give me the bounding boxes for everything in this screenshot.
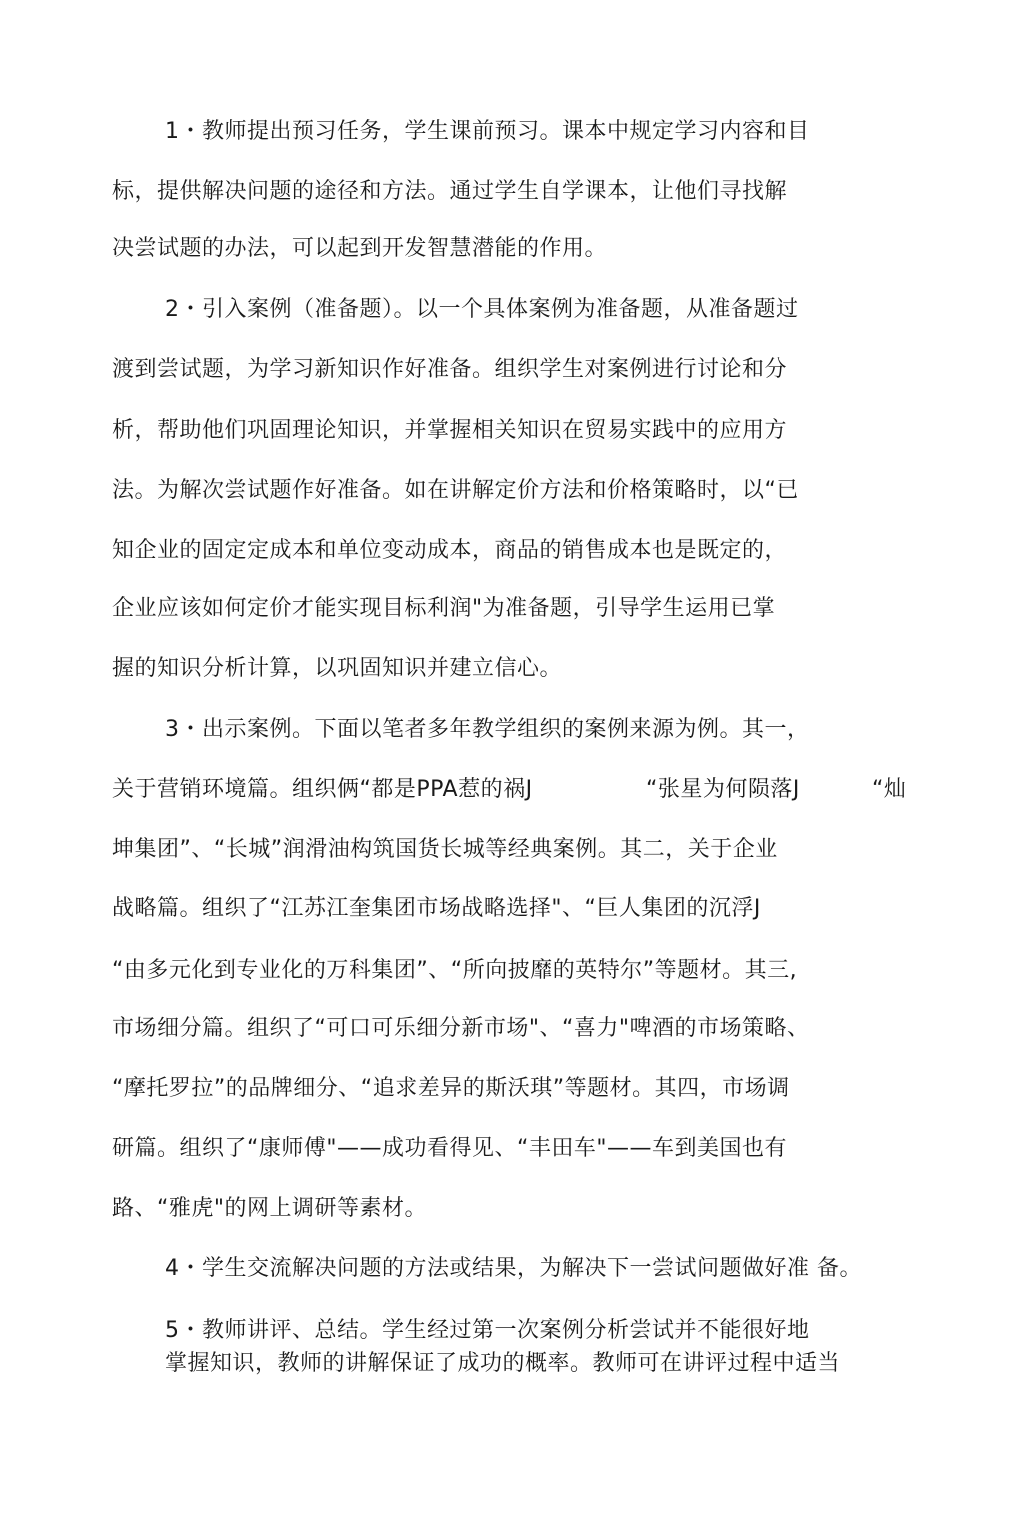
paragraph-1-line-1: 1・教师提出预习任务，学生课前预习。课本中规定学习内容和目 [165,119,810,144]
paragraph-3-line-1: 3・出示案例。下面以笔者多年教学组织的案例来源为例。其一， [165,717,810,742]
paragraph-2-line-3: 析，帮助他们巩固理论知识，并掌握相关知识在贸易实践中的应用方 [112,418,788,443]
paragraph-5-line-1: 5・教师讲评、总结。学生经过第一次案例分析尝试并不能很好地 [165,1318,810,1343]
paragraph-3-line-2b: “张星为何陨落J [646,777,800,802]
paragraph-3-line-2a: 关于营销环境篇。组织俩“都是PPA惹的祸J [112,777,533,802]
paragraph-5-line-2: 掌握知识，教师的讲解保证了成功的概率。教师可在讲评过程中适当 [165,1351,841,1376]
paragraph-3-line-6: 市场细分篇。组织了“可口可乐细分新市场"、“喜力"啤酒的市场策略、 [112,1016,810,1041]
paragraph-2-line-4: 法。为解次尝试题作好准备。如在讲解定价方法和价格策略时，以“已 [112,478,799,503]
paragraph-3-line-2c: “灿 [872,777,907,802]
paragraph-2-line-2: 渡到尝试题，为学习新知识作好准备。组织学生对案例进行讨论和分 [112,357,788,382]
paragraph-1-line-3: 决尝试题的办法，可以起到开发智慧潜能的作用。 [112,236,608,261]
paragraph-1-line-2: 标，提供解决问题的途径和方法。通过学生自学课本，让他们寻找解 [112,179,788,204]
paragraph-3-line-4: 战略篇。组织了“江苏江奎集团市场战略选择"、“巨人集团的沉浮J [112,896,761,921]
paragraph-3-line-8: 研篇。组织了“康师傅"——成功看得见、“丰田车"——车到美国也有 [112,1136,788,1161]
paragraph-3-line-9: 路、“雅虎"的网上调研等素材。 [112,1196,428,1221]
paragraph-2-line-5: 知企业的固定定成本和单位变动成本，商品的销售成本也是既定的， [112,538,788,563]
paragraph-4-line-1: 4・学生交流解决问题的方法或结果，为解决下一尝试问题做好准 备。 [165,1256,862,1281]
paragraph-2-line-1: 2・引入案例（准备题）。以一个具体案例为准备题，从准备题过 [165,297,799,322]
paragraph-2-line-7: 握的知识分析计算，以巩固知识并建立信心。 [112,656,563,681]
paragraph-3-line-3: 坤集团”、“长城”润滑油构筑国货长城等经典案例。其二，关于企业 [112,837,778,862]
paragraph-3-line-5: “由多元化到专业化的万科集团”、“所向披靡的英特尔”等题材。其三, [112,958,798,983]
paragraph-2-line-6: 企业应该如何定价才能实现目标利润"为准备题，引导学生运用已掌 [112,596,776,621]
paragraph-3-line-7: “摩托罗拉”的品牌细分、“追求差异的斯沃琪”等题材。其四，市场调 [112,1076,790,1101]
